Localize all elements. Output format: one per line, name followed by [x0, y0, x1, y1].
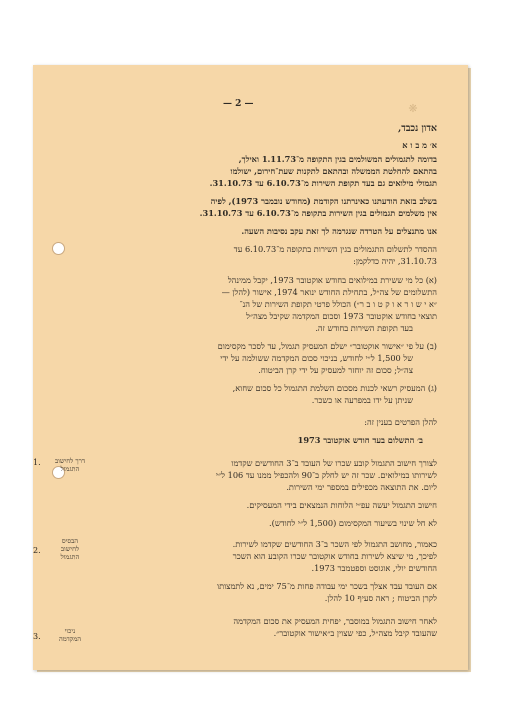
section-2-margin-line1: הבסיס: [61, 537, 79, 545]
section-1-margin-line2: התגמול: [60, 465, 80, 473]
item-b-line1: (ב) על פי ״אישור אוקטובר״ ישלם המעסיק תגמול, עד לסכר מקסימום: [217, 341, 437, 351]
section-1-margin: [46, 457, 94, 473]
s1-line3: ליום. את התוצאה מכפילים במספר ימי השירות.: [286, 482, 437, 492]
item-a-line2: התשלומים של צה״ל, בתחילת החודש ינואר 1974, אישור (להלן —: [221, 287, 437, 297]
para1-line3: תגמולי מילואים גם בעד תקופת השירות מ־6.10.73 עד 31.10.73.: [209, 178, 437, 188]
item-a-line5: בעד תקופת השירות בחודש זה.: [315, 323, 413, 333]
item-a-line3: ״א י ש ו ר א ו ק ט ו ב ר״) הכולל פרטי תקופת השירות של הנ־: [239, 299, 437, 309]
section-2-margin: [46, 537, 94, 561]
para1-line2: בהתאם להחלטת הממשלה ובהתאם לתקנות שעת־חירום, ישולמו: [230, 166, 437, 176]
s3-line1: לאחר חישוב התגמול במוסבר, יפחית המעסיק את סכום המקדמה: [233, 616, 437, 626]
page-number: — 2 —: [223, 99, 254, 109]
para3: אנו מתנצלים על הטרדה שנגרמה לך זאת עקב נסיבות השעה.: [241, 226, 437, 236]
s2-note-line1: אם העובד עבד אצלך בשכר ימי עבודה פחות מ־75 ימים, נא לתמצותו: [216, 581, 437, 591]
salutation: אדון נכבד,: [397, 123, 437, 134]
item-a-line1: (א) כל מי ששירת במילואים בחודש אוקטובר 1973, יקבל ממינהל: [227, 275, 437, 285]
section-3-number: 3.: [33, 632, 41, 641]
s1-line1: לצורך חישוב התגמול קובע שכרו של העובד ב־3 החודשים שקדמו: [231, 458, 437, 468]
punch-hole-top: [52, 242, 65, 255]
section-a-title: א׳ מ ב ו א: [402, 140, 437, 150]
s2-line2: לפיכך, מי שיצא לשירות בחודש אוקטובר שכרו הקובע הוא השכר: [232, 551, 437, 561]
s2-line1: כאמור, מחושב התגמול לפי השכר ב־3 החודשים שקדמו לשירות.: [232, 539, 437, 549]
menorah-emblem-icon: ❋: [408, 102, 418, 115]
section-2-margin-line3: התגמול: [60, 553, 80, 561]
item-c-line1: (ג) המעסיק רשאי לכנות מסכום השלמת התגמול כל סכום שחוא,: [232, 383, 437, 393]
s2-line3: החודשים יולי, אוגוסט וספטמבר 1973.: [311, 563, 437, 573]
item-b-line3: צה״ל; סכום זה יוחזר למעסיק על ידי קרן הביטוח.: [258, 365, 413, 375]
s1-max-note: לא חל שינוי בשיעור המקסימום (1,500 ל״י לחודש).: [269, 518, 437, 528]
item-b-line2: של 1,500 ל״י לחודש, בניכוי סכום המקדמה ששולמה על ידי: [220, 353, 413, 363]
para2-line2: אין משלמים תגמולים בגין השירות בתקופה מ־6.10.73 עד 31.10.73.: [199, 208, 437, 218]
section-2-number: 2.: [33, 546, 41, 555]
section-3-margin-line1: ניכוי: [64, 627, 76, 635]
s2-note-line2: לקרן הביטוח ; ראה סעיף 10 להלן.: [324, 593, 437, 603]
s3-line2: שהעובד קיבל מצה״ל, כפי שצוין ב״אישור אוקטובר״.: [273, 628, 437, 638]
para2-line1: בשלב בזאת הודעתנו כאינרתנו הקודמת (מחודש נובמבר 1973), לפיה: [210, 196, 437, 206]
section-1-number: 1.: [33, 458, 41, 467]
section-2-margin-line2: לחישוב: [60, 545, 80, 553]
item-a-line4: תוצאי בחודש אוקטובר 1973 וסכום המקדמה שקיבל מצה״ל: [246, 311, 437, 321]
section-3-margin-line2: המקדמה: [58, 635, 82, 643]
s1-calc-note: חישוב התגמול יעשה עפ״י הלוחות הנמצאים בידי המעסיקים.: [246, 500, 437, 510]
para4-line2: 31.10.73, יהיה כדלקמן:: [353, 256, 437, 266]
s1-line2: לשירותו במילואים. שכר זה יש לחלק ב־90 ולהכפיל ממנו עד 106 ל״י: [215, 470, 437, 480]
section-1-margin-line1: דרך לחישוב: [55, 457, 85, 465]
para4-line1: ההסדר לתשלום התגמולים בגין השירות בתקופה מ־6.10.73 עד: [233, 244, 437, 254]
section-3-margin: [46, 627, 94, 643]
letter-page: [33, 65, 468, 670]
para1-line1: בדומה לתגמולים המשולמים בגין התקופה מ־1.11.73 ואילך,: [238, 154, 437, 164]
section-b-title: ב׳ התשלום בעד חודש אוקטובר 1973: [297, 435, 423, 445]
item-c-line2: שניתן על ידו במפרעה או כשכר.: [311, 395, 413, 405]
details-intro: להלן הפרטים בענין זה:: [364, 417, 437, 427]
